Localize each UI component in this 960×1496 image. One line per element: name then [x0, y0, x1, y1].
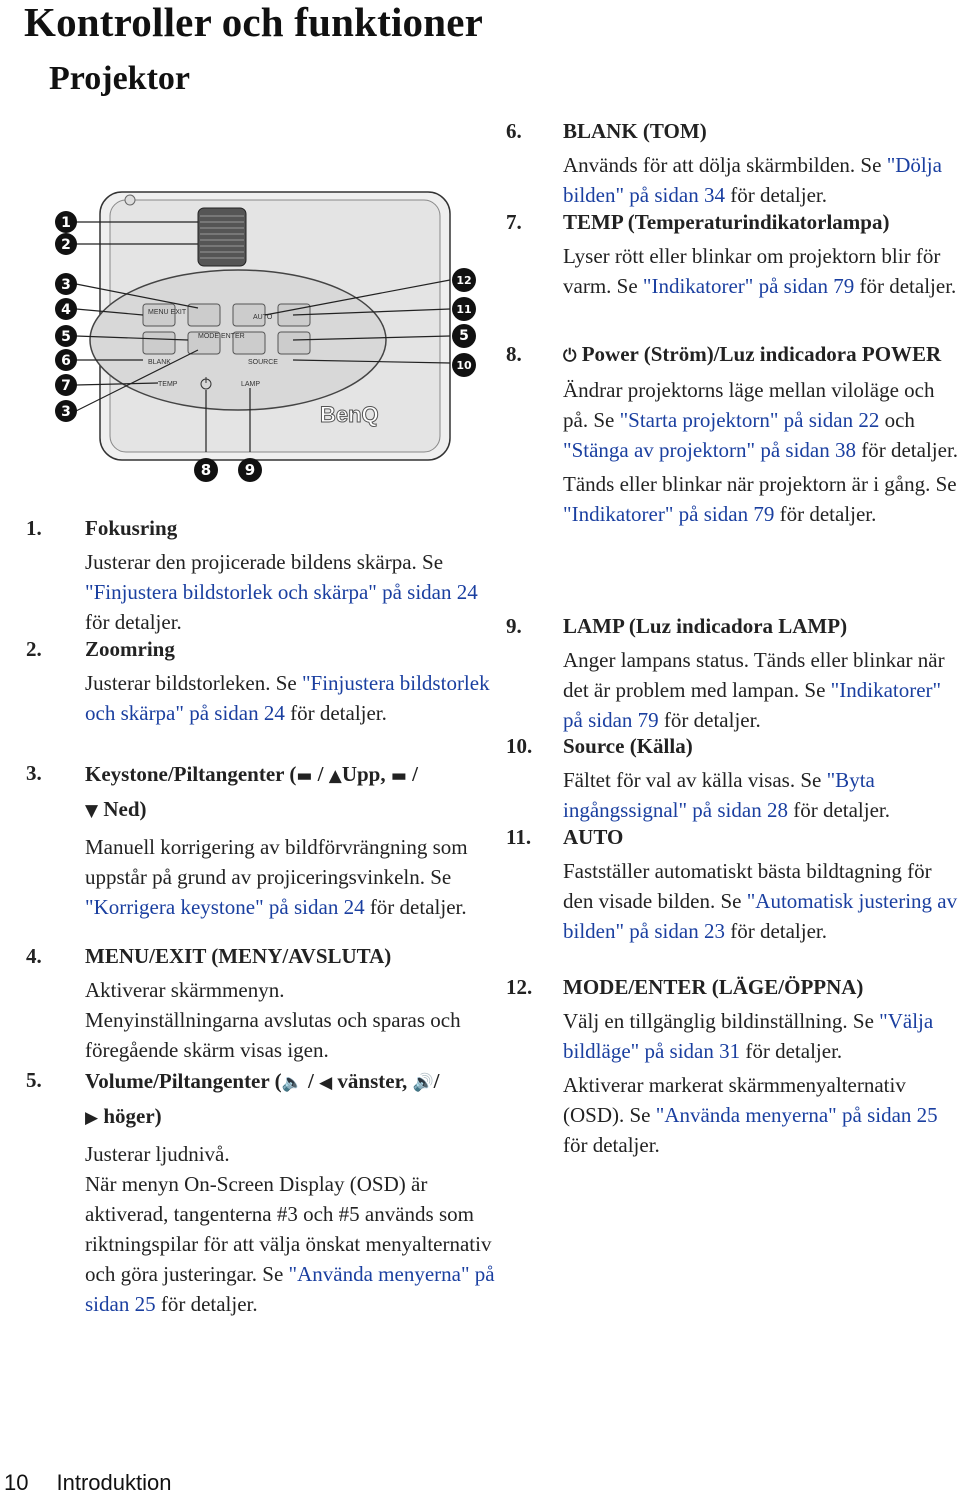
power-icon: ⏻ — [563, 346, 577, 366]
list-item: 7. TEMP (Temperaturindikatorlampa) Lyser rött eller blinkar om projektorn blir för varm. Se "Indikatorer" på sidan 79 för detaljer. — [506, 210, 957, 298]
section-name: Introduktion — [56, 1470, 172, 1495]
list-item: 10. Source (Källa) Fältet för val av källa visas. Se "Byta ingångssignal" på sidan 28 för detaljer. — [506, 734, 891, 822]
svg-text:7: 7 — [61, 378, 71, 394]
right-arrow-icon: ▶ — [85, 1108, 99, 1128]
svg-text:3: 3 — [61, 277, 71, 293]
list-item: 2. Zoomring Justerar bildstorleken. Se "Finjustera bildstorlek och skärpa" på sidan 24 för detaljer. — [26, 637, 490, 725]
page-number: 10 — [4, 1470, 29, 1495]
svg-text:5: 5 — [459, 328, 469, 344]
focus-zoom-ring — [198, 208, 246, 266]
list-item: 5. Volume/Piltangenter (🔈 / ◀ vänster, 🔊/ ▶ höger) Justerar ljudnivå. När menyn On-Screen Display (OSD) är aktiverad, tangenterna #3 och #5 används som riktningspilar för att välja önskat menyalternativ och göra justeringar. Se "Använda menyerna" på sidan 25 för detaljer. — [26, 1068, 495, 1316]
keystone-up-icon: ▬ — [296, 766, 313, 786]
mode-enter-label: MODE ENTER — [198, 333, 245, 340]
svg-text:3: 3 — [61, 404, 71, 420]
blank-label: BLANK — [148, 359, 171, 366]
brand-logo: BenQ — [320, 402, 379, 427]
list-item: 9. LAMP (Luz indicadora LAMP) Anger lampans status. Tänds eller blinkar när det är problem med lampan. Se "Indikatorer" på sidan 79 för detaljer. — [506, 614, 945, 732]
left-arrow-icon: ◀ — [319, 1073, 333, 1093]
svg-text:5: 5 — [61, 329, 71, 345]
svg-text:10: 10 — [456, 359, 472, 372]
auto-label: AUTO — [253, 314, 273, 321]
svg-text:8: 8 — [200, 461, 212, 479]
list-item: 8. ⏻ Power (Ström)/Luz indicadora POWER Ändrar projektorns läge mellan viloläge och på. Se "Starta projektorn" på sidan 22 och "Stänga av projektorn" på sidan 38 för detaljer. Tänds eller blinkar när projektorn är i gång. Se "Indikatorer" på sidan 79 för detaljer. — [506, 342, 959, 526]
list-item: 4. MENU/EXIT (MENY/AVSLUTA) Aktiverar skärmmenyn. Menyinställningarna avslutas och sparas och föregående skärm visas igen. — [26, 944, 461, 1062]
up-arrow-icon: ▲ — [328, 766, 342, 786]
temp-label: TEMP — [158, 381, 178, 388]
volume-up-icon: 🔊 — [412, 1073, 434, 1093]
svg-text:2: 2 — [61, 237, 71, 253]
lamp-label: LAMP — [241, 381, 261, 388]
list-item: 1. Fokusring Justerar den projicerade bildens skärpa. Se "Finjustera bildstorlek och skärpa" på sidan 24 för detaljer. — [26, 516, 478, 634]
svg-text:11: 11 — [456, 303, 472, 316]
svg-text:12: 12 — [456, 274, 472, 287]
source-label: SOURCE — [248, 359, 278, 366]
volume-down-icon: 🔈 — [281, 1073, 303, 1093]
projector-diagram — [48, 190, 488, 500]
page-subheading: Projektor — [49, 60, 190, 97]
page-footer — [4, 1470, 171, 1496]
list-item: 6. BLANK (TOM) Används för att dölja skärmbilden. Se "Dölja bilden" på sidan 34 för detaljer. — [506, 119, 942, 207]
menu-exit-label: MENU EXIT — [148, 309, 187, 316]
list-item: 11. AUTO Fastställer automatiskt bästa bildtagning för den visade bilden. Se "Automatisk justering av bilden" på sidan 23 för detaljer. — [506, 825, 958, 943]
svg-text:1: 1 — [61, 215, 71, 231]
svg-text:9: 9 — [244, 461, 256, 479]
down-arrow-icon: ▼ — [85, 801, 99, 821]
keystone-down-icon: ▬ — [390, 766, 407, 786]
svg-text:4: 4 — [61, 302, 71, 318]
svg-text:6: 6 — [61, 353, 71, 369]
page-heading: Kontroller och funktioner — [24, 0, 484, 45]
list-item: 3. Keystone/Piltangenter (▬ / ▲Upp, ▬ / ▼ Ned) Manuell korrigering av bildförvrängning som uppstår på grund av projiceringsvinkeln. Se "Korrigera keystone" på sidan 24 för detaljer. — [26, 761, 468, 919]
list-item: 12. MODE/ENTER (LÄGE/ÖPPNA) Välj en tillgänglig bildinställning. Se "Välja bildläge" på sidan 31 för detaljer. Aktiverar markerat skärmmenyalternativ (OSD). Se "Använda menyerna" på sidan 25 för detaljer. — [506, 975, 938, 1157]
